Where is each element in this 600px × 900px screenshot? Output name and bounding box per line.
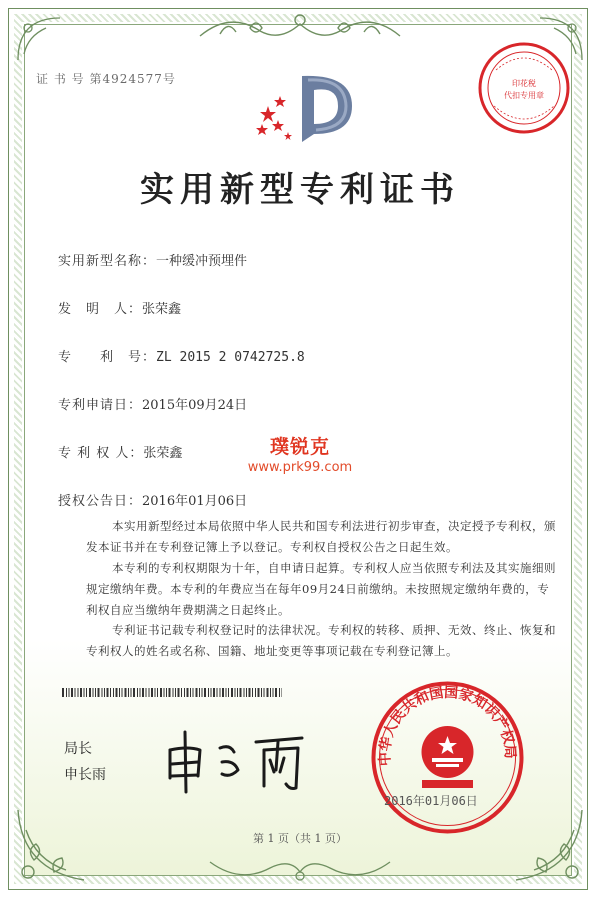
barcode-bar [122, 688, 123, 697]
barcode-bar [187, 688, 189, 697]
barcode-bar [66, 688, 67, 697]
seal-date: 2016年01月06日 [384, 794, 478, 808]
barcode-bar [184, 688, 185, 697]
patentee-row [58, 442, 182, 461]
svg-text:代扣专用章: 代扣专用章 [504, 91, 544, 100]
barcode-bar [155, 688, 156, 697]
barcode-bar [235, 688, 236, 697]
watermark [230, 432, 370, 475]
barcode-bar [273, 688, 274, 697]
handwritten-signature [160, 720, 310, 800]
filing-date-label: 专利申请日： [58, 398, 143, 413]
cnipa-logo-icon [250, 62, 360, 152]
barcode-bar [240, 688, 242, 697]
barcode-bar [125, 688, 127, 697]
barcode-bar [95, 688, 96, 697]
barcode-bar [264, 688, 265, 697]
barcode-bar [196, 688, 198, 697]
grant-date-label: 授权公告日： [58, 494, 143, 509]
grant-date-row [58, 490, 247, 509]
barcode-bar [151, 688, 153, 697]
barcode-bar [104, 688, 105, 697]
barcode-bar [169, 688, 171, 697]
top-ornament-icon [190, 6, 410, 46]
barcode-bar [164, 688, 165, 697]
barcode-bar [193, 688, 194, 697]
barcode-bar [86, 688, 87, 697]
patentee-label: 专 利 权 人： [58, 446, 144, 461]
barcode-bar [202, 688, 203, 697]
barcode-bar [89, 688, 91, 697]
barcode-bar [137, 688, 138, 697]
watermark-brand: 璞锐克 [269, 436, 330, 458]
utility-model-name-value: 一种缓冲预埋件 [156, 254, 248, 269]
body-paragraph-3: 专利证书记载专利权登记时的法律状况。专利权的转移、质押、无效、终止、恢复和专利权人的姓名或名称、国籍、地址变更等事项记载在专利登记簿上。 [86, 623, 556, 658]
barcode-bar [71, 688, 73, 697]
body-paragraph-2: 本专利的专利权期限为十年，自申请日起算。专利权人应当依照专利法及其实施细则规定缴纳年费。本专利的年费应当在每年09月24日前缴纳。未按照规定缴纳年费的，专利权自应当缴纳年费期满之日起终止。 [86, 561, 556, 617]
utility-model-name-row [58, 250, 247, 269]
barcode-bar [217, 688, 218, 697]
barcode-bar [62, 688, 64, 697]
barcode-bar [231, 688, 233, 697]
barcode-bar [173, 688, 174, 697]
barcode-bar [149, 688, 150, 697]
barcode-bar [131, 688, 132, 697]
barcode-bar [261, 688, 262, 697]
barcode-bar [166, 688, 167, 697]
barcode-bar [107, 688, 109, 697]
director-title: 局长 [64, 741, 92, 757]
barcode-bar [228, 688, 229, 697]
watermark-url: www.prk99.com [247, 460, 353, 475]
barcode-bar [128, 688, 129, 697]
barcode-bar [78, 688, 79, 697]
barcode-bar [133, 688, 135, 697]
barcode-bar [80, 688, 82, 697]
barcode-bar [204, 688, 206, 697]
barcode-bar [220, 688, 221, 697]
barcode-bar [175, 688, 176, 697]
certificate-number: 证 书 号 第4924577号 [36, 72, 176, 86]
barcode-bar [279, 688, 280, 697]
svg-text:印花税: 印花税 [512, 79, 536, 88]
patentee-value: 张荣鑫 [143, 446, 183, 461]
national-ip-office-seal [370, 680, 525, 835]
barcode-bar [102, 688, 103, 697]
svg-text:中华人民共和国国家知识产权局: 中华人民共和国国家知识产权局 [377, 684, 518, 767]
barcode-bar [237, 688, 238, 697]
page-title: 实用新型专利证书 [140, 170, 460, 210]
bottom-ornament-icon [200, 852, 400, 886]
inventor-label: 发 明 人： [58, 302, 143, 317]
patent-number-value: ZL 2015 2 0742725.8 [156, 350, 305, 365]
barcode-bar [246, 688, 247, 697]
barcode-bar [140, 688, 141, 697]
barcode-bar [98, 688, 100, 697]
corner-ornament-top-left-icon [14, 14, 64, 64]
barcode-bar [178, 688, 180, 697]
barcode-bar [249, 688, 251, 697]
barcode-bar [190, 688, 191, 697]
grant-date-value: 2016年01月06日 [142, 494, 248, 509]
barcode-bar [267, 688, 269, 697]
barcode-bar [213, 688, 215, 697]
page-number: 第 1 页（共 1 页） [253, 832, 347, 845]
barcode-bar [222, 688, 224, 697]
barcode-bar [69, 688, 70, 697]
barcode-bar [208, 688, 209, 697]
barcode-bar [84, 688, 85, 697]
barcode-bar [258, 688, 260, 697]
director-name: 申长雨 [64, 767, 106, 783]
barcode-bar [199, 688, 200, 697]
barcode-bar [270, 688, 271, 697]
barcode-bar [75, 688, 76, 697]
barcode-icon [62, 688, 282, 697]
inventor-row [58, 298, 181, 317]
barcode-bar [110, 688, 111, 697]
inventor-value: 张荣鑫 [142, 302, 182, 317]
body-paragraph-1: 本实用新型经过本局依照中华人民共和国专利法进行初步审查，决定授予专利权，颁发本证书并在专利登记簿上予以登记。专利权自授权公告之日起生效。 [86, 519, 556, 554]
patent-number-label: 专 利 号： [58, 350, 157, 365]
barcode-bar [211, 688, 212, 697]
barcode-bar [157, 688, 158, 697]
barcode-bar [181, 688, 182, 697]
barcode-bar [252, 688, 253, 697]
barcode-bar [282, 688, 283, 697]
barcode-bar [160, 688, 162, 697]
barcode-bar [93, 688, 94, 697]
patent-number-row [58, 346, 305, 365]
filing-date-value: 2015年09月24日 [142, 398, 248, 413]
utility-model-name-label: 实用新型名称： [58, 254, 157, 269]
barcode-bar [116, 688, 118, 697]
barcode-bar [146, 688, 147, 697]
barcode-bar [142, 688, 144, 697]
filing-date-row [58, 394, 247, 413]
local-office-seal [476, 40, 572, 136]
barcode-bar [255, 688, 256, 697]
barcode-bar [275, 688, 277, 697]
barcode-bar [119, 688, 120, 697]
barcode-bar [244, 688, 245, 697]
barcode-bar [226, 688, 227, 697]
barcode-bar [113, 688, 114, 697]
